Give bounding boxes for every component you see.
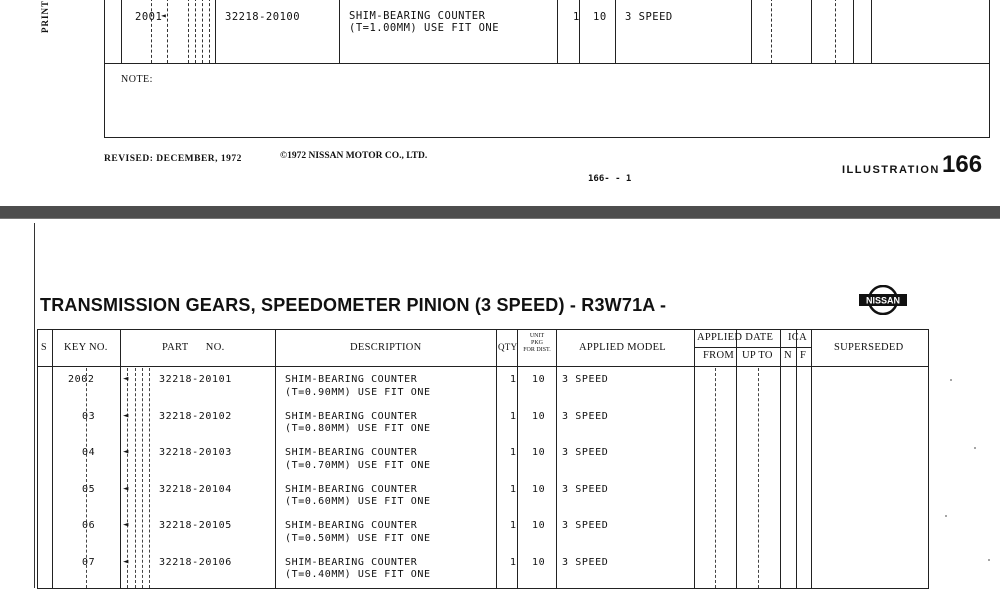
table-row (38, 447, 928, 483)
table-row (38, 484, 928, 520)
header-up-to: UP TO (742, 350, 773, 361)
column-rule-dashed (151, 0, 152, 63)
column-rule (751, 0, 752, 63)
header-f: F (800, 350, 807, 361)
table-row (38, 557, 928, 593)
column-rule-dashed (209, 0, 210, 63)
applied-model-cell: 3 SPEED (562, 483, 609, 495)
description-line: SHIM-BEARING COUNTER (285, 374, 418, 385)
qty-cell: 1 (510, 520, 517, 531)
arrow-marker: ◄ (123, 374, 129, 384)
header-ica: ICA (788, 332, 807, 343)
header-divider (38, 366, 928, 367)
description-cell (285, 484, 431, 509)
header-part-no: PART NO. (162, 342, 225, 353)
scan-speck (988, 559, 990, 561)
description-line: (T=0.50MM) USE FIT ONE (285, 532, 431, 544)
unit-pkg-cell: 10 (593, 11, 607, 23)
description-cell (285, 520, 431, 545)
page-title: TRANSMISSION GEARS, SPEEDOMETER PINION (3 SPEED) - R3W71A - (40, 295, 667, 315)
description-cell (285, 447, 431, 472)
scan-speck (950, 379, 952, 381)
print-side-label: PRINT (40, 0, 50, 34)
description-cell (285, 411, 431, 436)
upper-parts-table (104, 0, 990, 138)
subheader-rule (694, 347, 811, 348)
description-line: SHIM-BEARING COUNTER (285, 483, 418, 495)
table-row (38, 411, 928, 447)
table-row (38, 374, 928, 410)
column-rule (557, 0, 558, 63)
part-no-cell: 32218-20101 (159, 374, 232, 385)
part-no-cell: 32218-20104 (159, 483, 232, 495)
arrow-marker: ◄ (123, 410, 129, 421)
nissan-logo (858, 285, 908, 315)
page-divider-bar (0, 206, 1000, 219)
copyright-notice: ©1972 NISSAN MOTOR CO., LTD. (280, 151, 428, 161)
column-rule-dashed (835, 0, 836, 63)
part-no-cell: 32218-20103 (159, 447, 232, 458)
header-from: FROM (703, 350, 734, 361)
unit-pkg-cell: 10 (532, 374, 546, 385)
description-line: (T=0.90MM) USE FIT ONE (285, 386, 431, 398)
part-no-cell: 32218-20106 (159, 556, 232, 568)
description-line: (T=0.80MM) USE FIT ONE (285, 423, 431, 434)
arrow-marker: ◄ (161, 11, 167, 20)
header-key-no: KEY NO. (64, 342, 108, 353)
column-rule (871, 0, 872, 63)
description-line: (T=0.70MM) USE FIT ONE (285, 459, 431, 471)
qty-cell: 1 (510, 447, 517, 458)
key-no-cell: 04 (82, 447, 96, 458)
header-description: DESCRIPTION (350, 342, 422, 353)
lower-catalog-page (0, 219, 1000, 586)
description-line: (T=0.60MM) USE FIT ONE (285, 496, 431, 507)
key-no-cell: 07 (82, 556, 96, 568)
arrow-marker: ◄ (123, 520, 129, 530)
qty-cell: 1 (510, 483, 517, 495)
description-line: SHIM-BEARING COUNTER (285, 447, 418, 458)
scan-speck (974, 447, 976, 449)
applied-model-cell: 3 SPEED (562, 374, 609, 385)
description-cell (349, 10, 499, 34)
table-row (38, 520, 928, 556)
header-s: S (41, 342, 47, 353)
page-margin-rule (34, 223, 35, 588)
column-rule (579, 0, 580, 63)
unit-pkg-cell: 10 (532, 483, 546, 495)
unit-pkg-cell: 10 (532, 410, 546, 422)
header-n: N (784, 350, 792, 361)
part-no-cell: 32218-20102 (159, 410, 232, 422)
page-number: 166- - 1 (588, 174, 632, 184)
description-line: (T=1.00MM) USE FIT ONE (349, 22, 500, 34)
description-line: (T=0.40MM) USE FIT ONE (285, 569, 431, 580)
description-line: SHIM-BEARING COUNTER (285, 556, 418, 568)
header-applied-date: APPLIED DATE (697, 332, 774, 343)
header-unit-pkg (518, 333, 556, 354)
part-no-cell: 32218-20100 (225, 11, 301, 23)
scan-speck (945, 515, 947, 517)
arrow-marker: ◄ (123, 556, 129, 567)
applied-model-cell: 3 SPEED (562, 447, 609, 458)
column-rule-dashed (167, 0, 168, 63)
description-cell (285, 374, 431, 399)
header-unit-pkg-line: PKG (530, 340, 543, 346)
description-line: SHIM-BEARING COUNTER (285, 410, 418, 422)
key-no-cell: 06 (82, 520, 96, 531)
column-rule (853, 0, 854, 63)
key-no-cell: 05 (82, 483, 96, 495)
description-line: SHIM-BEARING COUNTER (349, 10, 486, 22)
column-rule-dashed (195, 0, 196, 63)
row-divider (105, 63, 989, 64)
logo-text: NISSAN (865, 295, 901, 306)
applied-model-cell: 3 SPEED (625, 11, 673, 23)
upper-catalog-page (0, 0, 1000, 206)
applied-model-cell: 3 SPEED (562, 520, 609, 531)
description-line: SHIM-BEARING COUNTER (285, 520, 418, 531)
header-applied-model: APPLIED MODEL (579, 342, 667, 353)
unit-pkg-cell: 10 (532, 447, 546, 458)
note-label: NOTE: (121, 74, 153, 85)
unit-pkg-cell: 10 (532, 520, 546, 531)
revision-date: REVISED: DECEMBER, 1972 (104, 154, 242, 164)
key-no-cell: 2001 (135, 11, 163, 23)
column-rule-dashed (771, 0, 772, 63)
column-rule (615, 0, 616, 63)
header-superseded: SUPERSEDED (834, 342, 904, 353)
qty-cell: 1 (510, 556, 517, 568)
column-rule (121, 0, 122, 63)
description-cell (285, 557, 431, 582)
qty-cell: 1 (510, 374, 517, 385)
arrow-marker: ◄ (123, 447, 129, 457)
arrow-marker: ◄ (123, 483, 129, 494)
applied-model-cell: 3 SPEED (562, 556, 609, 568)
column-rule (339, 0, 340, 63)
part-no-cell: 32218-20105 (159, 520, 232, 531)
qty-cell: 1 (573, 11, 580, 23)
unit-pkg-cell: 10 (532, 556, 546, 568)
header-unit-pkg-line: FOR DIST. (523, 347, 551, 353)
illustration-number: 166 (942, 151, 983, 178)
parts-table (37, 329, 929, 589)
column-rule (811, 0, 812, 63)
applied-model-cell: 3 SPEED (562, 410, 609, 422)
header-qty: QTY (498, 342, 518, 352)
column-rule-dashed (202, 0, 203, 63)
column-rule-dashed (188, 0, 189, 63)
key-no-cell: 2002 (68, 374, 95, 385)
column-rule (215, 0, 216, 63)
header-unit-pkg-line: UNIT (529, 333, 545, 339)
qty-cell: 1 (510, 410, 517, 422)
key-no-cell: 03 (82, 410, 96, 422)
illustration-label: ILLUSTRATION (842, 164, 940, 176)
